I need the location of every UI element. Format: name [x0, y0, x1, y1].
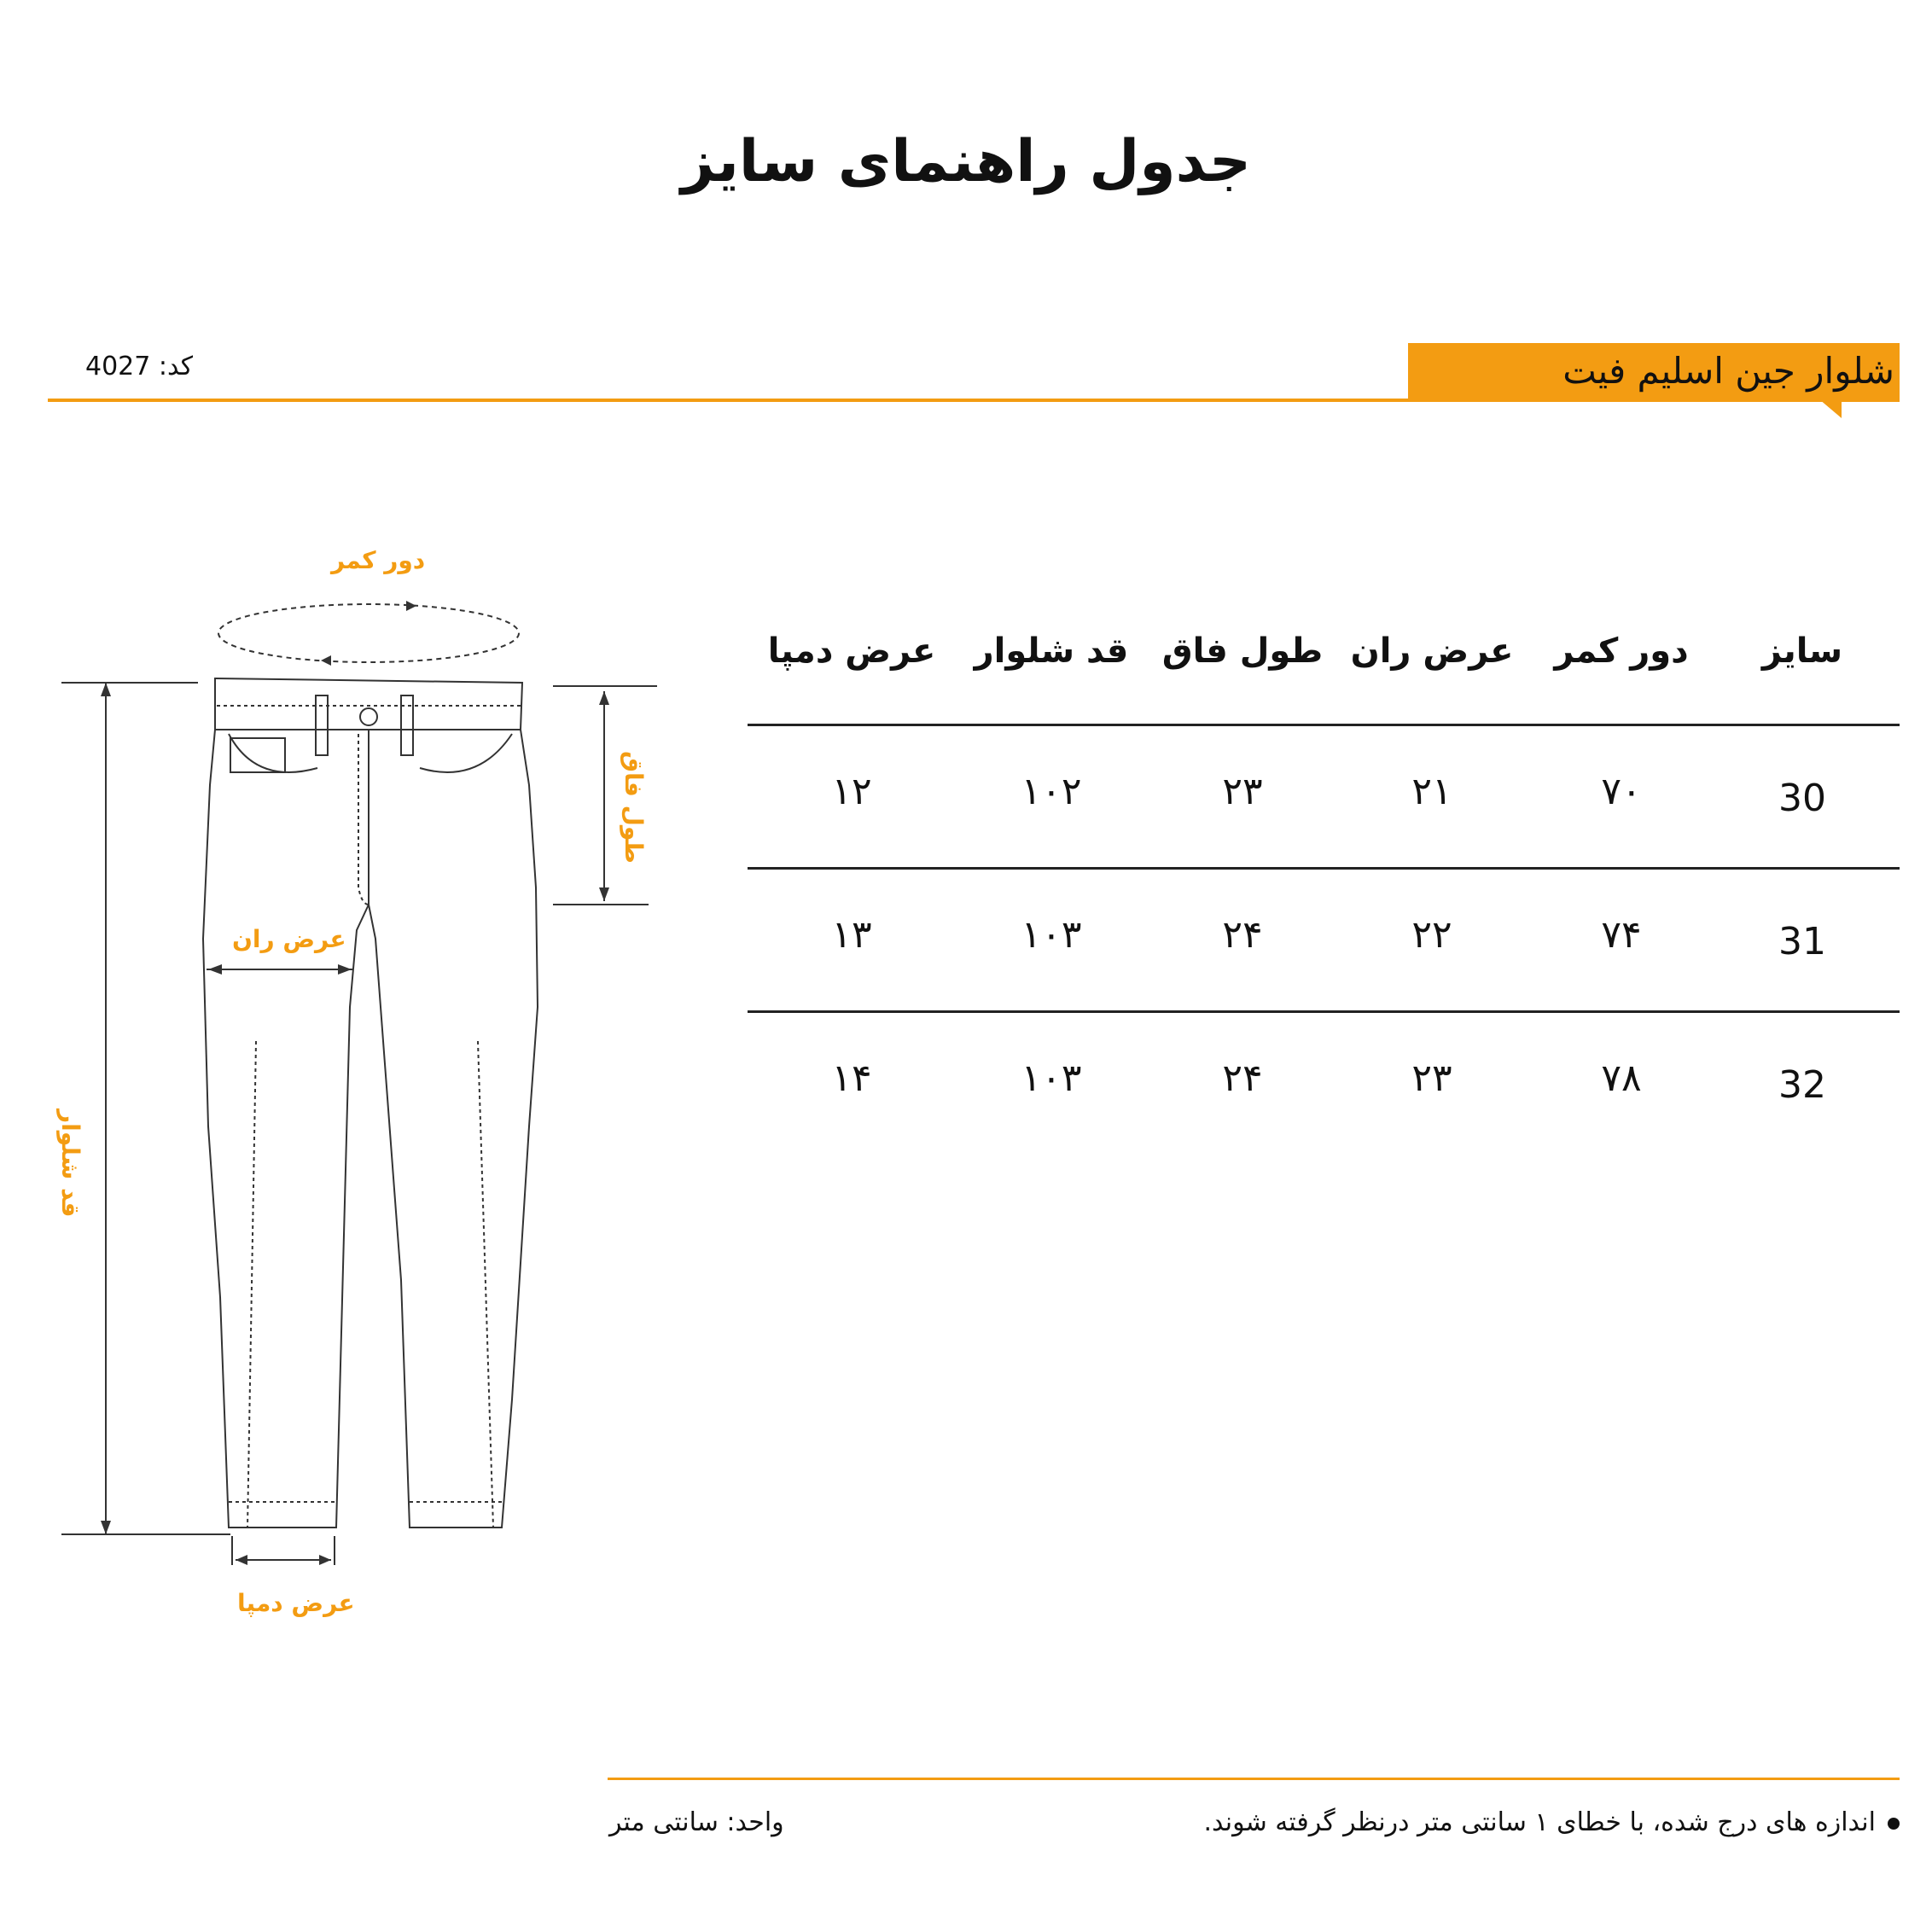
- cell-size: 32: [1778, 1063, 1826, 1107]
- banner-tail: [1819, 399, 1842, 418]
- header-waist: دور کمر: [1554, 631, 1689, 671]
- waist-label: دور کمر: [331, 546, 426, 574]
- unit-note: واحد: سانتی متر: [609, 1807, 784, 1837]
- jeans-sketch-icon: [0, 529, 666, 1638]
- thigh-label: عرض ران: [232, 925, 346, 953]
- product-name: شلوار جین اسلیم فیت: [1562, 350, 1894, 392]
- footer-divider: [608, 1778, 1900, 1780]
- cell-hem: ۱۴: [831, 1056, 872, 1100]
- header-thigh: عرض ران: [1350, 631, 1514, 671]
- product-banner: [1408, 343, 1900, 399]
- product-code: کد: 4027: [85, 352, 194, 381]
- cell-waist: ۷۰: [1601, 770, 1642, 813]
- cell-waist: ۷۴: [1601, 913, 1642, 957]
- header-size: سایز: [1761, 631, 1843, 671]
- header-rise: طول فاق: [1161, 631, 1324, 671]
- cell-hem: ۱۲: [831, 770, 872, 813]
- tolerance-note-text: اندازه های درج شده، با خطای ۱ سانتی متر درنظر گرفته شوند.: [1203, 1807, 1876, 1837]
- cell-thigh: ۲۱: [1411, 770, 1452, 813]
- cell-length: ۱۰۳: [1021, 1056, 1082, 1100]
- cell-rise: ۲۳: [1222, 770, 1263, 813]
- hem-label: عرض دمپا: [237, 1589, 355, 1617]
- cell-length: ۱۰۳: [1021, 913, 1082, 957]
- cell-rise: ۲۴: [1222, 1056, 1263, 1100]
- cell-size: 31: [1778, 920, 1826, 963]
- length-label: قد شلوار: [56, 1109, 84, 1218]
- cell-waist: ۷۸: [1601, 1056, 1642, 1100]
- row-divider: [748, 867, 1900, 870]
- bullet-icon: [1888, 1818, 1900, 1830]
- cell-size: 30: [1778, 777, 1826, 820]
- cell-hem: ۱۳: [831, 913, 872, 957]
- row-divider: [748, 724, 1900, 726]
- cell-thigh: ۲۲: [1411, 913, 1452, 957]
- row-divider: [748, 1010, 1900, 1013]
- tolerance-note: [1203, 1807, 1900, 1837]
- header-length: قد شلوار: [974, 631, 1129, 671]
- cell-length: ۱۰۲: [1021, 770, 1082, 813]
- cell-thigh: ۲۳: [1411, 1056, 1452, 1100]
- header-hem: عرض دمپا: [767, 631, 936, 671]
- page-title: جدول راهنمای سایز: [681, 128, 1251, 195]
- rise-label: طول فاق: [620, 751, 648, 864]
- cell-rise: ۲۴: [1222, 913, 1263, 957]
